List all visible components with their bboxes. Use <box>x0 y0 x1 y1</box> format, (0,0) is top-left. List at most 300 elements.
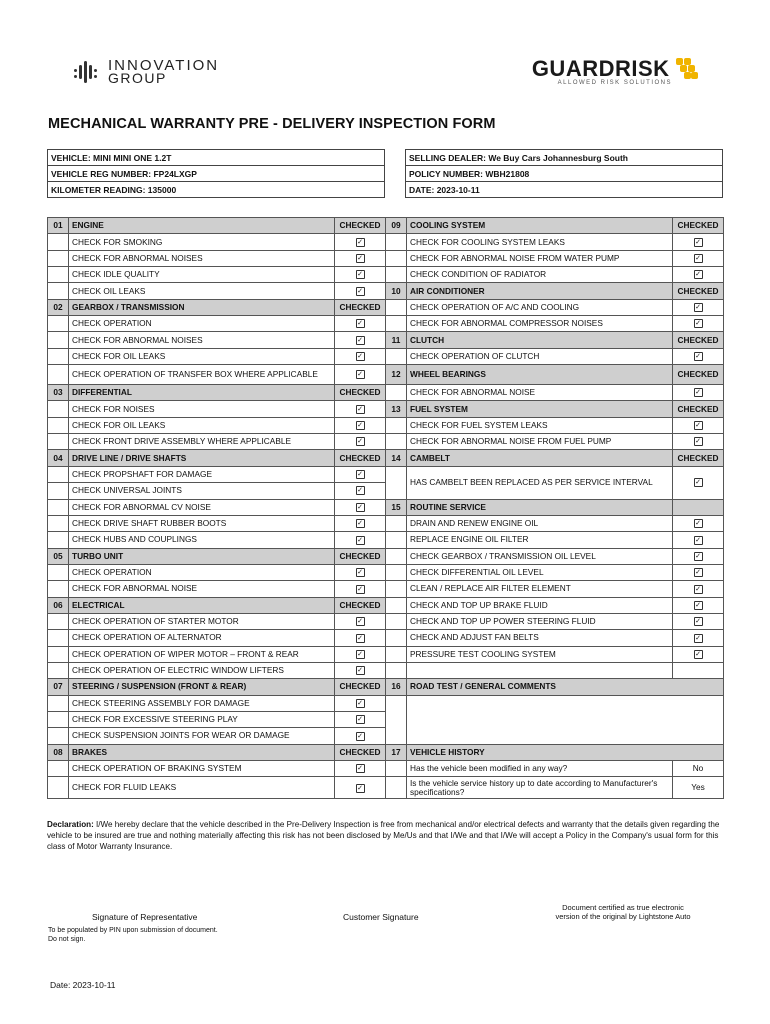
checklist-checkbox-cell[interactable] <box>335 711 386 727</box>
checked-checkbox-icon[interactable] <box>356 470 365 479</box>
checklist-checkbox-cell[interactable] <box>335 662 386 678</box>
item-number-cell <box>48 483 69 499</box>
pin-line2: Do not sign. <box>48 936 86 943</box>
checked-checkbox-icon[interactable] <box>694 478 703 487</box>
checklist-checkbox-cell[interactable] <box>673 597 724 613</box>
item-number-cell <box>48 515 69 531</box>
checklist-item-label: CHECK UNIVERSAL JOINTS <box>69 483 335 499</box>
item-number-cell <box>386 316 407 332</box>
item-number-cell <box>48 348 69 364</box>
item-number-cell <box>48 532 69 548</box>
checklist-checkbox-cell[interactable] <box>335 332 386 348</box>
section-title: DRIVE LINE / DRIVE SHAFTS <box>69 450 335 466</box>
checklist-item-label: CHECK FOR ABNORMAL COMPRESSOR NOISES <box>407 316 673 332</box>
table-row <box>48 450 724 466</box>
item-number-cell <box>386 777 407 799</box>
dealer-field: SELLING DEALER: We Buy Cars Johannesburg South <box>406 150 723 166</box>
checked-checkbox-icon[interactable] <box>356 784 365 793</box>
blank-cell <box>407 662 673 678</box>
checklist-item-label: CHECK OPERATION <box>69 564 335 580</box>
checklist-checkbox-cell[interactable] <box>335 532 386 548</box>
checked-checkbox-icon[interactable] <box>356 715 365 724</box>
section-title: CAMBELT <box>407 450 673 466</box>
checklist-checkbox-cell[interactable] <box>335 695 386 711</box>
section-number: 03 <box>48 385 69 401</box>
signature-representative-label: Signature of Representative <box>92 912 198 922</box>
table-row <box>48 283 724 299</box>
checklist-item-label: CHECK FOR OIL LEAKS <box>69 417 335 433</box>
item-number-cell <box>386 532 407 548</box>
checklist-checkbox-cell[interactable] <box>335 283 386 299</box>
checklist-item-label: CHECK DRIVE SHAFT RUBBER BOOTS <box>69 515 335 531</box>
checked-column-header: CHECKED <box>335 744 386 760</box>
checklist-item-label: CHECK OPERATION OF A/C AND COOLING <box>407 299 673 315</box>
checked-checkbox-icon[interactable] <box>694 585 703 594</box>
table-row <box>48 761 724 777</box>
checklist-checkbox-cell[interactable] <box>335 417 386 433</box>
checked-column-header: CHECKED <box>335 597 386 613</box>
item-number-cell <box>48 761 69 777</box>
history-answer: No <box>673 761 724 777</box>
innovation-logo-mark-icon <box>72 57 100 87</box>
item-number-cell <box>48 777 69 799</box>
checklist-item-label: CHECK FRONT DRIVE ASSEMBLY WHERE APPLICABLE <box>69 434 335 450</box>
checked-checkbox-icon[interactable] <box>356 536 365 545</box>
checked-column-header: CHECKED <box>673 365 724 385</box>
section-title: AIR CONDITIONER <box>407 283 673 299</box>
table-row <box>48 613 724 629</box>
checklist-item-label: CHECK OPERATION OF BRAKING SYSTEM <box>69 761 335 777</box>
checked-checkbox-icon[interactable] <box>694 552 703 561</box>
checklist-checkbox-cell[interactable] <box>673 630 724 646</box>
checked-checkbox-icon[interactable] <box>356 732 365 741</box>
table-row <box>48 466 724 482</box>
item-number-cell <box>386 597 407 613</box>
checklist-item-label: CHECK FOR EXCESSIVE STEERING PLAY <box>69 711 335 727</box>
table-row <box>48 401 724 417</box>
checked-checkbox-icon[interactable] <box>694 437 703 446</box>
section-title: ENGINE <box>69 218 335 234</box>
checked-checkbox-icon[interactable] <box>694 601 703 610</box>
checked-checkbox-icon[interactable] <box>356 764 365 773</box>
checklist-checkbox-cell[interactable] <box>335 515 386 531</box>
checked-checkbox-icon[interactable] <box>356 254 365 263</box>
checked-checkbox-icon[interactable] <box>356 486 365 495</box>
certified-line2: version of the original by Lightstone Auto <box>555 912 691 921</box>
checklist-item-label: CHECK AND ADJUST FAN BELTS <box>407 630 673 646</box>
checked-column-header: CHECKED <box>673 332 724 348</box>
checked-checkbox-icon[interactable] <box>356 319 365 328</box>
checked-checkbox-icon[interactable] <box>356 617 365 626</box>
section-title: BRAKES <box>69 744 335 760</box>
item-number-cell <box>48 630 69 646</box>
item-number-cell <box>48 581 69 597</box>
checklist-item-label: CHECK FOR COOLING SYSTEM LEAKS <box>407 234 673 250</box>
item-number-cell <box>386 348 407 364</box>
guardrisk-tagline: ALLOWED RISK SOLUTIONS <box>557 80 672 86</box>
checked-column-header: CHECKED <box>335 299 386 315</box>
checklist-checkbox-cell[interactable] <box>335 348 386 364</box>
checklist-checkbox-cell[interactable] <box>335 401 386 417</box>
footer-date: Date: 2023-10-11 <box>50 980 116 990</box>
checked-checkbox-icon[interactable] <box>356 503 365 512</box>
checked-checkbox-icon[interactable] <box>694 352 703 361</box>
checked-column-header: CHECKED <box>335 385 386 401</box>
checklist-checkbox-cell[interactable] <box>673 348 724 364</box>
checklist-item-label: CHECK OPERATION OF STARTER MOTOR <box>69 613 335 629</box>
item-number-cell <box>386 695 407 744</box>
declaration <box>47 819 727 852</box>
checklist-item-label: CHECK AND TOP UP BRAKE FLUID <box>407 597 673 613</box>
checklist-checkbox-cell[interactable] <box>335 434 386 450</box>
checklist-checkbox-cell[interactable] <box>335 250 386 266</box>
checklist-item-label: PRESSURE TEST COOLING SYSTEM <box>407 646 673 662</box>
section-number: 15 <box>386 499 407 515</box>
checked-checkbox-icon[interactable] <box>694 568 703 577</box>
checked-column-header: CHECKED <box>335 548 386 564</box>
guardrisk-logo <box>532 56 698 86</box>
checked-checkbox-icon[interactable] <box>356 634 365 643</box>
checklist-item-label: HAS CAMBELT BEEN REPLACED AS PER SERVICE INTERVAL <box>407 466 673 499</box>
table-row <box>48 695 724 711</box>
checklist-item-label: CHECK IDLE QUALITY <box>69 267 335 283</box>
section-number: 09 <box>386 218 407 234</box>
checked-checkbox-icon[interactable] <box>356 666 365 675</box>
item-number-cell <box>48 365 69 385</box>
history-question: Has the vehicle been modified in any way? <box>407 761 673 777</box>
checklist-checkbox-cell[interactable] <box>335 499 386 515</box>
item-number-cell <box>48 728 69 744</box>
item-number-cell <box>48 283 69 299</box>
item-number-cell <box>48 332 69 348</box>
item-number-cell <box>386 581 407 597</box>
section-title: DIFFERENTIAL <box>69 385 335 401</box>
checked-checkbox-icon[interactable] <box>694 617 703 626</box>
item-number-cell <box>48 417 69 433</box>
declaration-lead: Declaration: <box>47 820 94 829</box>
table-row <box>48 630 724 646</box>
inspection-table <box>47 217 724 799</box>
checklist-checkbox-cell[interactable] <box>673 564 724 580</box>
checked-checkbox-icon[interactable] <box>356 585 365 594</box>
section-title: VEHICLE HISTORY <box>407 744 724 760</box>
checked-checkbox-icon[interactable] <box>694 421 703 430</box>
checklist-checkbox-cell[interactable] <box>335 564 386 580</box>
item-number-cell <box>386 515 407 531</box>
item-number-cell <box>386 761 407 777</box>
item-number-cell <box>48 250 69 266</box>
checklist-checkbox-cell[interactable] <box>673 434 724 450</box>
checked-checkbox-icon[interactable] <box>356 352 365 361</box>
checklist-item-label: REPLACE ENGINE OIL FILTER <box>407 532 673 548</box>
checked-column-header: CHECKED <box>335 450 386 466</box>
item-number-cell <box>386 630 407 646</box>
checked-checkbox-icon[interactable] <box>694 238 703 247</box>
table-row <box>48 499 724 515</box>
checklist-item-label: CHECK AND TOP UP POWER STEERING FLUID <box>407 613 673 629</box>
item-number-cell <box>48 316 69 332</box>
section-number: 12 <box>386 365 407 385</box>
checklist-checkbox-cell[interactable] <box>335 365 386 385</box>
item-number-cell <box>386 250 407 266</box>
checklist-item-label: CHECK OPERATION OF ELECTRIC WINDOW LIFTERS <box>69 662 335 678</box>
section-title: GEARBOX / TRANSMISSION <box>69 299 335 315</box>
item-number-cell <box>386 564 407 580</box>
checked-checkbox-icon[interactable] <box>356 650 365 659</box>
checked-checkbox-icon[interactable] <box>694 270 703 279</box>
checklist-item-label: CHECK HUBS AND COUPLINGS <box>69 532 335 548</box>
checklist-checkbox-cell[interactable] <box>673 385 724 401</box>
table-row <box>48 564 724 580</box>
table-row <box>48 515 724 531</box>
checklist-checkbox-cell[interactable] <box>673 234 724 250</box>
section-title: ROUTINE SERVICE <box>407 499 673 515</box>
table-row <box>48 679 724 695</box>
checklist-item-label: CHECK OPERATION <box>69 316 335 332</box>
table-row <box>48 417 724 433</box>
innovation-logo-line2: GROUP <box>108 70 167 86</box>
checklist-checkbox-cell[interactable] <box>335 728 386 744</box>
item-number-cell <box>48 711 69 727</box>
kilometer-field: KILOMETER READING: 135000 <box>48 182 385 198</box>
section-number: 14 <box>386 450 407 466</box>
table-row <box>48 348 724 364</box>
checklist-item-label: CHECK FOR ABNORMAL NOISE FROM FUEL PUMP <box>407 434 673 450</box>
checked-checkbox-icon[interactable] <box>356 699 365 708</box>
table-row <box>48 218 724 234</box>
innovation-logo-line1: INNOVATION <box>108 57 220 74</box>
table-row <box>48 646 724 662</box>
table-row <box>48 597 724 613</box>
section-title: ROAD TEST / GENERAL COMMENTS <box>407 679 724 695</box>
checklist-checkbox-cell[interactable] <box>673 646 724 662</box>
policy-number-field: POLICY NUMBER: WBH21808 <box>406 166 723 182</box>
table-row <box>48 299 724 315</box>
checklist-item-label: CHECK GEARBOX / TRANSMISSION OIL LEVEL <box>407 548 673 564</box>
checked-checkbox-icon[interactable] <box>356 370 365 379</box>
item-number-cell <box>386 417 407 433</box>
checked-checkbox-icon[interactable] <box>694 319 703 328</box>
item-number-cell <box>386 662 407 678</box>
checklist-checkbox-cell[interactable] <box>335 777 386 799</box>
section-title: WHEEL BEARINGS <box>407 365 673 385</box>
checklist-checkbox-cell[interactable] <box>673 299 724 315</box>
table-row <box>48 662 724 678</box>
checklist-item-label: CHECK FOR ABNORMAL CV NOISE <box>69 499 335 515</box>
checklist-item-label: CHECK FOR ABNORMAL NOISE <box>69 581 335 597</box>
checked-checkbox-icon[interactable] <box>356 270 365 279</box>
checked-checkbox-icon[interactable] <box>356 405 365 414</box>
table-row <box>48 548 724 564</box>
item-number-cell <box>386 646 407 662</box>
section-number: 07 <box>48 679 69 695</box>
section-title: STEERING / SUSPENSION (FRONT & REAR) <box>69 679 335 695</box>
checklist-item-label: CHECK CONDITION OF RADIATOR <box>407 267 673 283</box>
item-number-cell <box>48 662 69 678</box>
checked-column-header: CHECKED <box>673 401 724 417</box>
section-number: 17 <box>386 744 407 760</box>
checklist-item-label: CHECK OPERATION OF TRANSFER BOX WHERE APPLICABLE <box>69 365 335 385</box>
section-title: ELECTRICAL <box>69 597 335 613</box>
checklist-item-label: CHECK FOR ABNORMAL NOISES <box>69 250 335 266</box>
checklist-checkbox-cell[interactable] <box>673 548 724 564</box>
checklist-checkbox-cell[interactable] <box>335 646 386 662</box>
history-question: Is the vehicle service history up to date according to Manufacturer's specifications? <box>407 777 673 799</box>
item-number-cell <box>48 695 69 711</box>
checklist-item-label: DRAIN AND RENEW ENGINE OIL <box>407 515 673 531</box>
checked-column-header: CHECKED <box>673 218 724 234</box>
item-number-cell <box>48 267 69 283</box>
checked-checkbox-icon[interactable] <box>356 336 365 345</box>
certified-note <box>548 903 698 921</box>
checklist-item-label: CHECK FOR ABNORMAL NOISE FROM WATER PUMP <box>407 250 673 266</box>
guardrisk-logo-text: GUARDRISK <box>531 56 670 81</box>
table-row <box>48 581 724 597</box>
section-title: CLUTCH <box>407 332 673 348</box>
checklist-checkbox-cell[interactable] <box>673 613 724 629</box>
checklist-checkbox-cell[interactable] <box>335 483 386 499</box>
item-number-cell <box>386 234 407 250</box>
checklist-checkbox-cell[interactable] <box>673 581 724 597</box>
date-field: DATE: 2023-10-11 <box>406 182 723 198</box>
history-answer: Yes <box>673 777 724 799</box>
checked-checkbox-icon[interactable] <box>694 650 703 659</box>
section-number: 06 <box>48 597 69 613</box>
checklist-item-label: CHECK FOR ABNORMAL NOISE <box>407 385 673 401</box>
checklist-item-label: CHECK FOR FUEL SYSTEM LEAKS <box>407 417 673 433</box>
checked-checkbox-icon[interactable] <box>694 254 703 263</box>
checked-column-header: CHECKED <box>335 218 386 234</box>
reg-number-field: VEHICLE REG NUMBER: FP24LXGP <box>48 166 385 182</box>
item-number-cell <box>48 564 69 580</box>
item-number-cell <box>386 299 407 315</box>
checklist-item-label: CHECK STEERING ASSEMBLY FOR DAMAGE <box>69 695 335 711</box>
item-number-cell <box>48 401 69 417</box>
checklist-checkbox-cell[interactable] <box>335 761 386 777</box>
item-number-cell <box>48 646 69 662</box>
checklist-item-label: CHECK FOR OIL LEAKS <box>69 348 335 364</box>
item-number-cell <box>386 434 407 450</box>
checklist-item-label: CHECK OIL LEAKS <box>69 283 335 299</box>
item-number-cell <box>48 434 69 450</box>
vehicle-info-table <box>47 149 385 198</box>
checklist-item-label: CHECK FOR NOISES <box>69 401 335 417</box>
checked-checkbox-icon[interactable] <box>356 287 365 296</box>
checklist-checkbox-cell[interactable] <box>673 250 724 266</box>
checklist-checkbox-cell[interactable] <box>673 515 724 531</box>
section-number: 02 <box>48 299 69 315</box>
checked-checkbox-icon[interactable] <box>694 519 703 528</box>
checklist-checkbox-cell[interactable] <box>335 630 386 646</box>
honeycomb-icon <box>676 58 698 80</box>
checklist-checkbox-cell[interactable] <box>335 613 386 629</box>
checked-checkbox-icon[interactable] <box>356 238 365 247</box>
section-title: FUEL SYSTEM <box>407 401 673 417</box>
section-number: 05 <box>48 548 69 564</box>
declaration-text: I/We hereby declare that the vehicle described in the Pre-Delivery Inspection is free from mechanical and/or electrical defects and warranty that the details given regarding the vehicle to be insured are true and nothing materially affecting this risk has not been disclosed by Me/Us and that I/We and that I/We will accept a Policy in the Company's usual form for this class of Motor Warranty Insurance. <box>47 820 720 851</box>
checked-column-header: CHECKED <box>673 450 724 466</box>
checklist-item-label: CHECK FOR ABNORMAL NOISES <box>69 332 335 348</box>
table-row <box>48 316 724 332</box>
checklist-checkbox-cell[interactable] <box>673 316 724 332</box>
table-row <box>48 434 724 450</box>
checked-checkbox-icon[interactable] <box>356 437 365 446</box>
item-number-cell <box>48 613 69 629</box>
section-number: 13 <box>386 401 407 417</box>
item-number-cell <box>386 613 407 629</box>
checked-checkbox-icon[interactable] <box>694 536 703 545</box>
checked-checkbox-icon[interactable] <box>356 421 365 430</box>
table-row <box>48 385 724 401</box>
checked-checkbox-icon[interactable] <box>694 303 703 312</box>
table-row <box>48 365 724 385</box>
table-row <box>48 250 724 266</box>
section-title: COOLING SYSTEM <box>407 218 673 234</box>
checklist-item-label: CLEAN / REPLACE AIR FILTER ELEMENT <box>407 581 673 597</box>
blank-cell <box>673 662 724 678</box>
pin-line1: To be populated by PIN upon submission of document. <box>48 927 218 934</box>
section-title: TURBO UNIT <box>69 548 335 564</box>
checklist-item-label: CHECK FOR FLUID LEAKS <box>69 777 335 799</box>
item-number-cell <box>48 466 69 482</box>
checked-column-header: CHECKED <box>673 283 724 299</box>
checklist-checkbox-cell[interactable] <box>673 417 724 433</box>
table-row <box>48 532 724 548</box>
section-number: 08 <box>48 744 69 760</box>
checked-checkbox-icon[interactable] <box>694 634 703 643</box>
checklist-item-label: CHECK FOR SMOKING <box>69 234 335 250</box>
checked-checkbox-icon[interactable] <box>694 388 703 397</box>
checklist-checkbox-cell[interactable] <box>335 581 386 597</box>
checklist-checkbox-cell[interactable] <box>673 267 724 283</box>
item-number-cell <box>386 548 407 564</box>
checklist-checkbox-cell[interactable] <box>673 466 724 499</box>
table-row <box>48 267 724 283</box>
checklist-item-label: CHECK SUSPENSION JOINTS FOR WEAR OR DAMAGE <box>69 728 335 744</box>
checklist-checkbox-cell[interactable] <box>673 532 724 548</box>
certified-line1: Document certified as true electronic <box>562 903 684 912</box>
vehicle-field: VEHICLE: MINI MINI ONE 1.2T <box>48 150 385 166</box>
item-number-cell <box>48 499 69 515</box>
item-number-cell <box>386 267 407 283</box>
checked-column-header <box>673 499 724 515</box>
section-number: 10 <box>386 283 407 299</box>
checklist-checkbox-cell[interactable] <box>335 466 386 482</box>
checklist-checkbox-cell[interactable] <box>335 234 386 250</box>
checklist-checkbox-cell[interactable] <box>335 316 386 332</box>
form-title: MECHANICAL WARRANTY PRE - DELIVERY INSPECTION FORM <box>48 116 496 132</box>
checked-checkbox-icon[interactable] <box>356 568 365 577</box>
customer-signature-label: Customer Signature <box>343 912 419 922</box>
section-number: 16 <box>386 679 407 695</box>
checklist-item-label: CHECK OPERATION OF WIPER MOTOR – FRONT & REAR <box>69 646 335 662</box>
table-row <box>48 332 724 348</box>
road-test-comments-area[interactable] <box>407 695 724 744</box>
section-number: 11 <box>386 332 407 348</box>
checklist-item-label: CHECK PROPSHAFT FOR DAMAGE <box>69 466 335 482</box>
checked-checkbox-icon[interactable] <box>356 519 365 528</box>
checklist-checkbox-cell[interactable] <box>335 267 386 283</box>
item-number-cell <box>48 234 69 250</box>
table-row <box>48 744 724 760</box>
table-row <box>48 777 724 799</box>
checklist-item-label: CHECK DIFFERENTIAL OIL LEVEL <box>407 564 673 580</box>
item-number-cell <box>386 466 407 499</box>
checked-column-header: CHECKED <box>335 679 386 695</box>
checklist-item-label: CHECK OPERATION OF CLUTCH <box>407 348 673 364</box>
innovation-group-logo <box>72 56 219 88</box>
section-number: 04 <box>48 450 69 466</box>
